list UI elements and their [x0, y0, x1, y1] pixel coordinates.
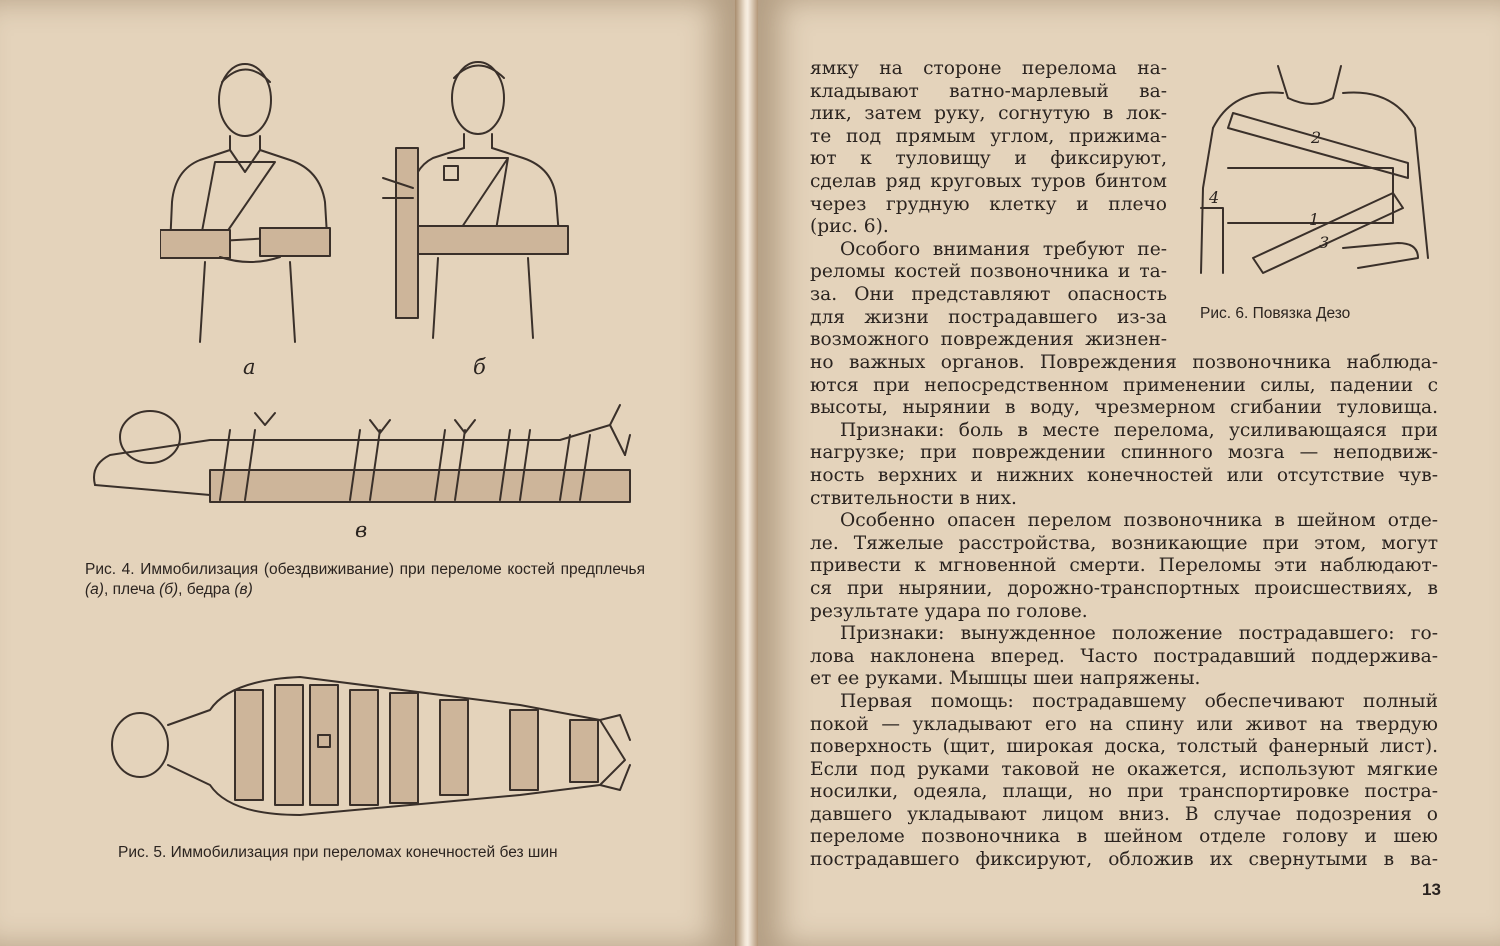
- figure-4-caption-b: (б): [159, 581, 179, 598]
- text-line: Первая помощь: пострадавшему обеспечивают полный: [840, 690, 1438, 712]
- text-line: для жизни пострадавшего из-за: [810, 306, 1167, 328]
- text-line: поверхность (щит, широкая доска, толстый фанерный лист).: [810, 736, 1438, 758]
- text-line: ют к туловищу и фиксируют,: [810, 148, 1167, 170]
- text-line: реломы костей позвоночника и та-: [810, 261, 1167, 283]
- text-line: пострадавшего фиксируют, обложив их свернутыми в ва-: [810, 849, 1438, 871]
- text-line: переломе позвоночника в шейном отделе голову и шею: [810, 826, 1438, 848]
- book-spine: [735, 0, 758, 946]
- text-line: результате удара по голове.: [810, 600, 1088, 622]
- text-line: через грудную клетку и плечо: [810, 193, 1167, 215]
- body-text-column-full: [810, 352, 1438, 872]
- figure-5-no-splint-immobilization: [100, 665, 640, 830]
- text-line: Если под руками таковой не окажется, используют мягкие: [810, 758, 1438, 780]
- text-line: ность верхних и нижних конечностей или отсутствие чув-: [810, 464, 1438, 486]
- figure-4a-forearm-splint: [160, 52, 340, 352]
- figure-6-caption: Рис. 6. Повязка Дезо: [1200, 305, 1351, 322]
- figure-6-label-1: 1: [1309, 210, 1320, 229]
- text-line: Признаки: вынужденное положение пострадавшего: го-: [840, 623, 1438, 645]
- text-line: высоты, нырянии в воду, чрезмерном сгибании туловища.: [810, 397, 1438, 419]
- text-line: нагрузке; при повреждении спинного мозга — неподвиж-: [810, 442, 1438, 464]
- figure-4-caption-v: (в): [234, 581, 253, 598]
- text-line: покой — укладывают его на спину или живот на твердую: [810, 713, 1438, 735]
- text-line: ет ее руками. Мышцы шеи напряжены.: [810, 668, 1201, 690]
- text-line: сделав ряд круговых туров бинтом: [810, 170, 1167, 192]
- page-number: 13: [1422, 880, 1441, 899]
- body-text-column-narrow: [810, 58, 1167, 352]
- figure-5-caption: Рис. 5. Иммобилизация при переломах конечностей без шин: [118, 844, 558, 861]
- figure-4-caption: [85, 560, 645, 600]
- right-page: [758, 0, 1500, 946]
- figure-4b-shoulder-splint: [378, 48, 578, 348]
- figure-4-label-b: б: [473, 355, 486, 379]
- text-line: привести к мгновенной смерти. Переломы эти наблюдают-: [810, 555, 1438, 577]
- figure-4-label-v: в: [355, 518, 368, 542]
- left-page: [0, 0, 735, 946]
- figure-4v-femur-splint: [90, 395, 640, 515]
- text-line: ются при непосредственном применении силы, падении с: [810, 374, 1438, 396]
- text-line: Особенно опасен перелом позвоночника в шейном отде-: [840, 510, 1438, 532]
- figure-4-caption-text: Рис. 4. Иммобилизация (обездвиживание) при переломе костей предплечья: [85, 561, 645, 578]
- text-line: лова наклонена вперед. Часто пострадавший поддержива-: [810, 645, 1438, 667]
- figure-6-label-4: 4: [1209, 188, 1220, 207]
- figure-6-label-3: 3: [1319, 233, 1330, 252]
- text-line: те под прямым углом, прижима-: [810, 125, 1167, 147]
- text-line: кладывают ватно-марлевый ва-: [810, 80, 1167, 102]
- figure-4-label-a: а: [243, 355, 256, 379]
- figure-4-caption-mid1: , плеча: [103, 581, 155, 598]
- text-line: ся при нырянии, дорожно-транспортных происшествиях, в: [810, 577, 1438, 599]
- figure-4-caption-mid2: , бедра: [178, 581, 231, 598]
- text-line: лик, затем руку, согнутую в лок-: [810, 103, 1167, 125]
- text-line: ямку на стороне перелома на-: [810, 58, 1167, 79]
- text-line: за. Они представляют опасность: [810, 283, 1167, 305]
- text-line: возможного повреждения жизнен-: [810, 329, 1167, 351]
- text-line: (рис. 6).: [810, 216, 889, 238]
- figure-6-desault-bandage: [1193, 58, 1433, 298]
- text-line: носилки, одеяла, плащи, но при транспортировке постра-: [810, 781, 1438, 803]
- text-line: ле. Тяжелые расстройства, возникающие при этом, могут: [810, 532, 1438, 554]
- figure-4-caption-a: (а): [85, 581, 104, 598]
- text-line: Признаки: боль в месте перелома, усиливающаяся при: [840, 419, 1438, 441]
- figure-6-label-2: 2: [1311, 128, 1322, 147]
- text-line: Особого внимания требуют пе-: [840, 238, 1167, 260]
- text-line: ствительности в них.: [810, 487, 1017, 509]
- text-line: но важных органов. Повреждения позвоночника наблюда-: [810, 352, 1438, 373]
- text-line: давшего укладывают лицом вниз. В случае подозрения о: [810, 803, 1438, 825]
